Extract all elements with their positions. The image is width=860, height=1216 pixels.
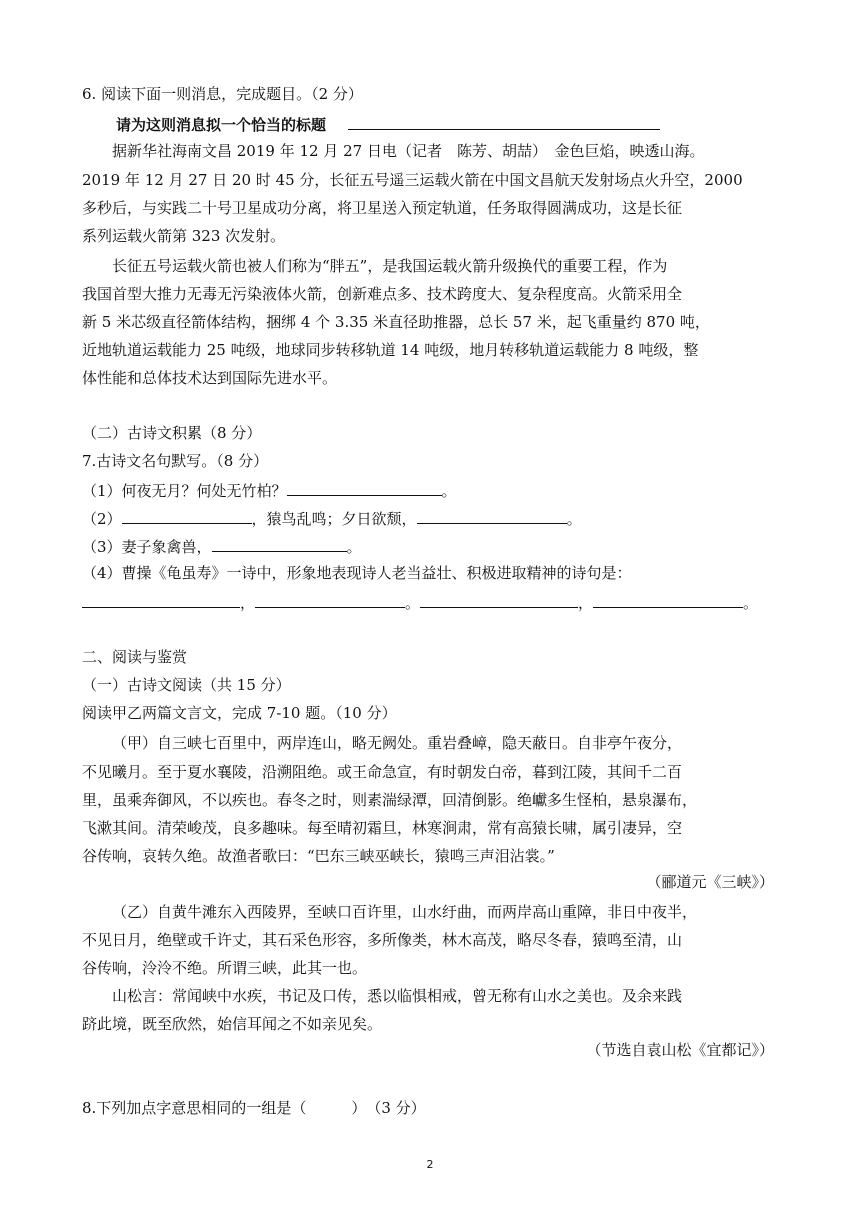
punctuation: 。: [566, 510, 582, 528]
question-6-instruction: [116, 113, 660, 135]
passage-jia-line: 飞漱其间。清荣峻茂，良多趣味。每至晴初霜旦，林寒涧肃，常有高猿长啸，属引凄异，空: [82, 819, 683, 837]
title-answer-blank[interactable]: [348, 113, 660, 130]
news-line: 多秒后，与实践二十号卫星成功分离，将卫星送入预定轨道，任务取得圆满成功，这是长征: [82, 199, 683, 217]
page-number: 2: [426, 1158, 434, 1171]
news-line: 我国首型大推力无毒无污染液体火箭，创新难点多、技术跨度大、复杂程度高。火箭采用全: [82, 285, 683, 303]
passage-yi-source: （节选自袁山松《宜都记》）: [586, 1041, 774, 1059]
answer-blank[interactable]: [212, 535, 347, 552]
recitation-item-3: [82, 535, 362, 557]
passage-yi-line: 山松言：常闻峡中水疾，书记及口传，悉以临惧相戒，曾无称有山水之美也。及余来践: [112, 987, 683, 1005]
punctuation: ，: [578, 594, 594, 612]
answer-blank[interactable]: [417, 507, 567, 524]
news-line: 2019 年 12 月 27 日 20 时 45 分，长征五号遥三运载火箭在中国文昌航天发射场点火升空，2000: [82, 171, 743, 189]
recitation-item-4: （4）曹操《龟虽寿》一诗中，形象地表现诗人老当益壮、积极进取精神的诗句是：: [82, 564, 632, 582]
punctuation: 。: [405, 594, 421, 612]
question-7-heading: 7.古诗文名句默写。（8 分）: [82, 452, 269, 470]
item-text: ，猿鸟乱鸣；夕日欲颓，: [251, 510, 417, 528]
subsection-heading: （一）古诗文阅读（共 15 分）: [82, 676, 291, 694]
recitation-item-4-blanks: [82, 591, 758, 613]
part-heading: 二、阅读与鉴赏: [82, 648, 188, 666]
question-8-heading: 8.下列加点字意思相同的一组是（ ） （3 分）: [82, 1099, 426, 1117]
punctuation: 。: [441, 482, 457, 500]
reading-intro: 阅读甲乙两篇文言文，完成 7-10 题。（10 分）: [82, 704, 397, 722]
item-text: （2）: [82, 510, 122, 528]
passage-yi-line: 谷传响，泠泠不绝。所谓三峡，此其一也。: [82, 959, 368, 977]
punctuation: 。: [346, 538, 362, 556]
answer-blank[interactable]: [255, 591, 405, 608]
recitation-item-1: [82, 479, 457, 501]
passage-jia-line: （甲）自三峡七百里中，两岸连山，略无阙处。重岩叠嶂，隐天蔽日。自非亭午夜分，: [112, 734, 683, 752]
section-heading: （二）古诗文积累（8 分）: [82, 424, 262, 442]
news-line: 系列运载火箭第 323 次发射。: [82, 227, 286, 245]
news-line: 近地轨道运载能力 25 吨级，地球同步转移轨道 14 吨级，地月转移轨道运载能力 8 吨级，整: [82, 341, 699, 359]
answer-blank[interactable]: [420, 591, 578, 608]
passage-yi-line: 不见日月，绝壁或千许丈，其石采色形容，多所像类，林木高茂，略尽冬春，猿鸣至清，山: [82, 931, 683, 949]
passage-yi-line: 跻此境，既至欣然，始信耳闻之不如亲见矣。: [82, 1015, 383, 1033]
news-line: 新 5 米芯级直径箭体结构，捆绑 4 个 3.35 米直径助推器，总长 57 米，起飞重量约 870 吨，: [82, 313, 710, 331]
answer-blank[interactable]: [82, 591, 240, 608]
answer-blank[interactable]: [122, 507, 252, 524]
passage-jia-line: 谷传响，哀转久绝。故渔者歌曰：“巴东三峡巫峡长，猿鸣三声泪沾裳。”: [82, 847, 555, 865]
question-6-heading: 6. 阅读下面一则消息，完成题目。（2 分）: [82, 85, 363, 103]
passage-jia-line: 不见曦月。至于夏水襄陵，沿溯阻绝。或王命急宣，有时朝发白帝，暮到江陵，其间千二百: [82, 763, 683, 781]
passage-jia-source: （郦道元《三峡》）: [646, 873, 774, 891]
news-line: 据新华社海南文昌 2019 年 12 月 27 日电（记者 陈芳、胡喆） 金色巨焰，映透山海。: [112, 142, 705, 160]
answer-blank[interactable]: [593, 591, 743, 608]
passage-yi-line: （乙）自黄牛滩东入西陵界，至峡口百许里，山水纡曲，而两岸高山重障，非日中夜半，: [112, 903, 698, 921]
passage-jia-line: 里，虽乘奔御风，不以疾也。春冬之时，则素湍绿潭，回清倒影。绝巘多生怪柏，悬泉瀑布，: [82, 791, 698, 809]
punctuation: ，: [240, 594, 256, 612]
answer-blank[interactable]: [287, 479, 442, 496]
news-line: 体性能和总体技术达到国际先进水平。: [82, 369, 338, 387]
punctuation: 。: [743, 594, 759, 612]
news-line: 长征五号运载火箭也被人们称为“胖五”，是我国运载火箭升级换代的重要工程，作为: [112, 257, 668, 275]
item-text: （3）妻子象禽兽，: [82, 538, 212, 556]
recitation-item-2: [82, 507, 582, 529]
item-text: （1）何夜无月？何处无竹柏？: [82, 482, 287, 500]
instruction-text: 请为这则消息拟一个恰当的标题: [116, 116, 327, 134]
